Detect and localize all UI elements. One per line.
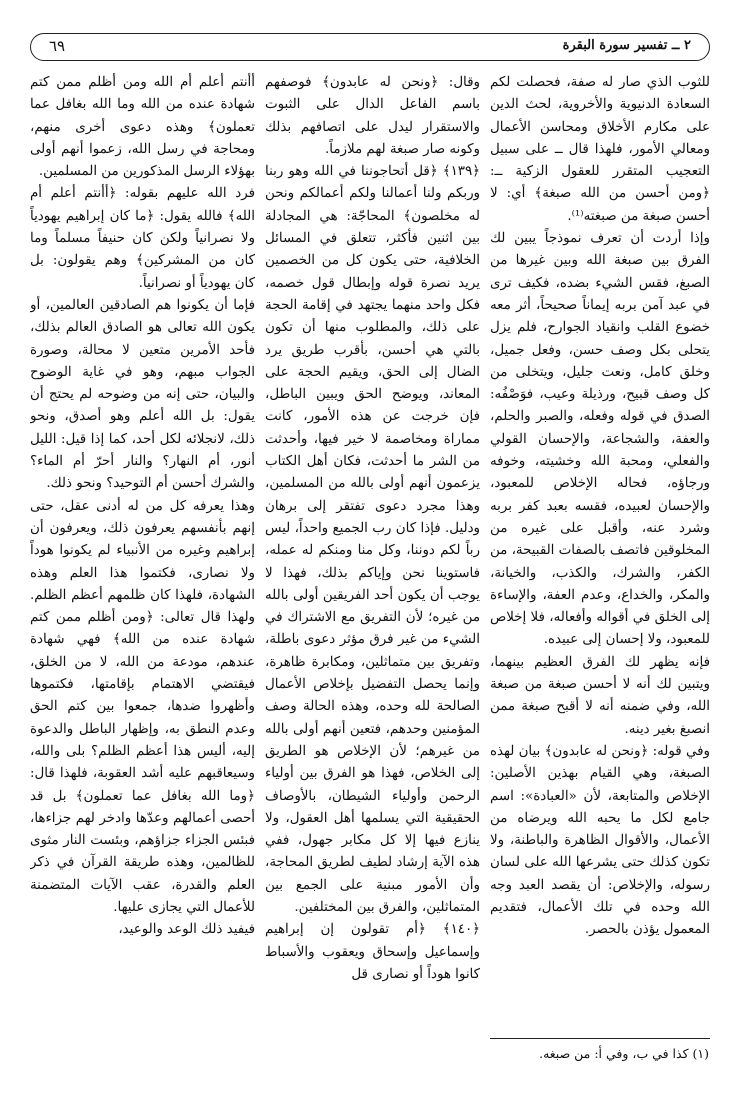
running-title: ٢ ــ تفسير سورة البقرة bbox=[562, 38, 691, 53]
footnote: (١) كذا في ب، وفي أ: من صبغه. bbox=[539, 1046, 709, 1061]
running-header bbox=[30, 33, 710, 61]
text-column-middle: وقال: ﴿ونحن له عابدون﴾ فوصفهم باسم الفاعل الدال على الثبوت والاستقرار ليدل على اتصافهم بذلك وكونه صار صبغة لهم ملازماً. ﴿١٣٩﴾ ﴿قل أتحاجوننا في الله وهو ربنا وربكم ولنا أعمالنا ولكم أعمالكم ونحن له مخلصون﴾ المحاجّة: هي المجادلة بين اثنين فأكثر، تتعلق في المسائل الخلافية، حتى يكون كل من الخصمين يريد نصرة قوله وإبطال قول خصمه، فكل واحد منهما يجتهد في إقامة الحجة على ذلك، والمطلوب منها أن تكون بالتي هي أحسن، بأقرب طريق يرد الضال إلى الحق، ويقيم الحجة على المعاند، ويوضح الحق ويبين الباطل، فإن خرجت عن هذه الأمور، كانت مماراة ومخاصمة لا خير فيها، وأحدثت من الشر ما أحدثت، فكان أهل الكتاب يزعمون أنهم أولى بالله من المسلمين، وهذا مجرد دعوى تفتقر إلى برهان ودليل. فإذا كان رب الجميع واحداً، ليس رباً لكم دوننا، وكل منا ومنكم له عمله، فاستوينا نحن وإياكم بذلك، فهذا لا يوجب أن يكون أحد الفريقين أولى بالله من غيره؛ لأن التفريق مع الاشتراك في الشيء من غير فرق مؤثر دعوى باطلة، وتفريق بين متماثلين، ومكابرة ظاهرة، وإنما يحصل التفضيل بإخلاص الأعمال الصالحة لله وحده، وهذه الحالة وصف المؤمنين وحدهم، فتعين أنهم أولى بالله من غيرهم؛ لأن الإخلاص هو الطريق إلى الخلاص، فهذا هو الفرق بين أولياء الرحمن وأولياء الشيطان، بالأوصاف الحقيقية التي يسلمها أهل العقول، ولا ينازع فيها إلا كل مكابر جهول، ففي هذه الآية إرشاد لطيف لطريق المحاجة، وأن الأمور مبنية على الجمع بين المتماثلين، والفرق بين المختلفين. ﴿١٤٠﴾ ﴿أم تقولون إن إبراهيم وإسماعيل وإسحاق ويعقوب والأسباط كانوا هوداً أو نصارى قل bbox=[265, 75, 480, 982]
text-column-left: أأنتم أعلم أم الله ومن أظلم ممن كتم شهادة عنده من الله وما الله بغافل عما تعملون﴾ وهذه دعوى أخرى منهم، ومحاجة في رسل الله، زعموا أنهم أولى بهؤلاء الرسل المذكورين من المسلمين. فرد الله عليهم بقوله: ﴿أأنتم أعلم أم الله﴾ فالله يقول: ﴿ما كان إبراهيم يهودياً ولا نصرانياً ولكن كان حنيفاً مسلماً وما كان من المشركين﴾ وهم يقولون: بل كان يهودياً أو نصرانياً. فإما أن يكونوا هم الصادقين العالمين، أو يكون الله تعالى هو الصادق العالم بذلك، فأحد الأمرين متعين لا محالة، وصورة الجواب مبهم، وهو في غاية الوضوح والبيان، حتى إنه من وضوحه لم يحتج أن يقول: بل الله أعلم وهو أصدق، ونحو ذلك، لانجلائه لكل أحد، كما إذا قيل: الليل أنور، أم النهار؟ والنار أحرّ أم الماء؟ والشرك أحسن أم التوحيد؟ ونحو ذلك. وهذا يعرفه كل من له أدنى عقل، حتى إنهم بأنفسهم يعرفون ذلك، ويعرفون أن إبراهيم وغيره من الأنبياء لم يكونوا هوداً ولا نصارى، فكتموا هذا العلم وهذه الشهادة، فلهذا كان ظلمهم أعظم الظلم. ولهذا قال تعالى: ﴿ومن أظلم ممن كتم شهادة عنده من الله﴾ فهي شهادة عندهم، مودعة من الله، لا من الخلق، فيقتضي الاهتمام بإقامتها، فكتموها وأظهروا ضدها، جمعوا بين كتم الحق وعدم النطق به، وإظهار الباطل والدعوة إليه، أليس هذا أعظم الظلم؟ بلى والله، وسيعاقبهم عليه أشد العقوبة، فلهذا قال: ﴿وما الله بغافل عما تعملون﴾ بل قد أحصى أعمالهم وعدّها وادخر لهم جزاءها، فبئس الجزاء جزاؤهم، وبئست النار مثوى للظالمين، وهذه طريقة القرآن في ذكر العلم والقدرة، عقب الآيات المتضمنة للأعمال التي يجازى عليها. فيفيد ذلك الوعد والوعيد، bbox=[30, 75, 255, 938]
page-number: ٦٩ bbox=[49, 37, 66, 55]
footnote-divider bbox=[490, 1038, 710, 1039]
text-column-right: للثوب الذي صار له صفة، فحصلت لكم السعادة الدنيوية والأخروية، لحث الدين على مكارم الأخلاق ومحاسن الأعمال ومعالي الأمور، فلهذا قال ــ على سبيل التعجيب المتقرر للعقول الزكية ــ: ﴿ومن أحسن من الله صبغة﴾ أي: لا أحسن صبغة من صبغته⁽¹⁾. وإذا أردت أن تعرف نموذجاً يبين لك الفرق بين صبغة الله وبين غيرها من الصبغ، فقس الشيء بضده، فكيف ترى في عبد آمن بربه إيماناً صحيحاً، أثر معه خضوع القلب وانقياد الجوارح، فلم يزل يتحلى بكل وصف حسن، وفعل جميل، وخلق كامل، ونعت جليل، ويتخلى من كل وصف قبيح، ورذيلة وعيب، فوَصْفُه: الصدق في قوله وفعله، والصبر والحلم، والعفة، والشجاعة، والإحسان القولي والفعلي، ومحبة الله وخشيته، وخوفه ورجاؤه، فحاله الإخلاص للمعبود، والإحسان لعبيده، فقسه بعبد كفر بربه وشرد عنه، وأقبل على غيره من المخلوقين فاتصف بالصفات القبيحة، من الكفر، والشرك، والكذب، والخيانة، والمكر، والخداع، وعدم العفة، والإساءة إلى الخلق في أقواله وأفعاله، فلا إخلاص للمعبود، ولا إحسان إلى عبيده. فإنه يظهر لك الفرق العظيم بينهما، ويتبين لك أنه لا أحسن صبغة من صبغة الله، وفي ضمنه أنه لا أقبح صبغة ممن انصبغ بغير دينه. وفي قوله: ﴿ونحن له عابدون﴾ بيان لهذه الصبغة، وهي القيام بهذين الأصلين: الإخلاص والمتابعة، لأن «العبادة»: اسم جامع لكل ما يحبه الله ويرضاه من الأعمال، والأقوال الظاهرة والباطنة، ولا تكون كذلك حتى يشرعها الله على لسان رسوله، والإخلاص: أن يقصد العبد وجه الله وحده في تلك الأعمال، فتقديم المعمول يؤذن بالحصر. bbox=[490, 75, 710, 938]
text-columns bbox=[30, 72, 710, 1027]
